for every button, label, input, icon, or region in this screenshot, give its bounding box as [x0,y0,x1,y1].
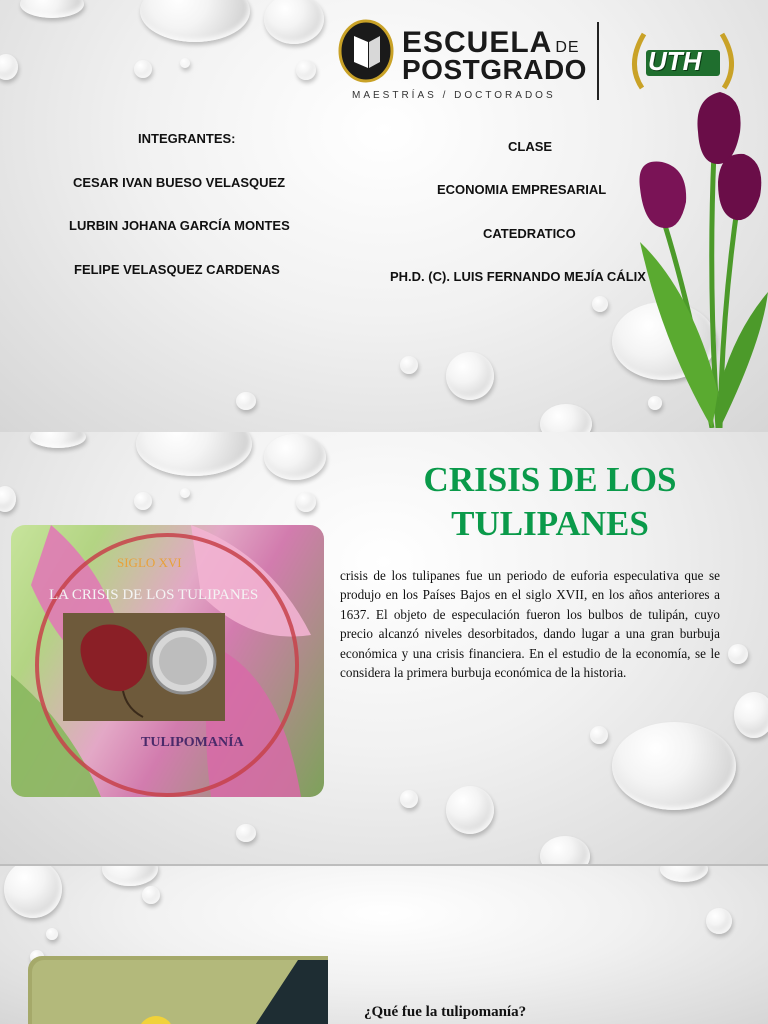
water-drop [46,928,58,940]
water-drop [180,488,190,498]
water-drop [142,886,160,904]
class-name: ECONOMIA EMPRESARIAL [437,182,607,197]
water-drop [4,866,62,918]
coin-photo [63,613,225,721]
member-name: CESAR IVAN BUESO VELASQUEZ [73,175,286,190]
logo-line1: ESCUELA DE [402,26,580,59]
water-drop [236,824,256,842]
teacher-label: CATEDRATICO [483,226,576,241]
water-drop [0,54,18,80]
water-drop [612,722,736,810]
logo-line2: POSTGRADO [402,54,587,85]
water-drop [264,0,324,44]
water-drop [706,908,732,934]
water-drop [134,492,152,510]
flower-and-coin-icon [63,613,225,721]
water-drop [140,0,250,42]
water-drop [660,866,708,882]
escuela-postgrado-logo [338,18,398,89]
logo-tagline: MAESTRÍAS / DOCTORADOS [352,90,556,101]
water-drop [136,432,252,476]
water-drop [296,492,316,512]
water-drop [734,692,768,738]
water-drop [102,866,158,886]
tulip-bouquet-icon [622,92,768,428]
water-drop [264,434,326,480]
crisis-title [380,458,720,546]
tulip-mania-image [11,525,324,797]
water-drop [400,790,418,808]
uth-text: UTH [648,46,702,76]
slide-cover [0,0,768,432]
water-drop [134,60,152,78]
title-line: CRISIS DE LOS [423,460,677,499]
image-caption: TULIPOMANÍA [141,735,244,750]
water-drop [728,644,748,664]
water-drop [180,58,190,68]
century-label: SIGLO XVI [117,555,182,570]
member-name: LURBIN JOHANA GARCÍA MONTES [69,218,290,233]
image-headline: LA CRISIS DE LOS TULIPANES [49,587,259,603]
book-emblem-icon [338,18,398,84]
member-name: FELIPE VELASQUEZ CARDENAS [74,262,280,277]
slide3-question: ¿Qué fue la tulipomanía? [364,1004,527,1020]
logo-divider [597,22,599,100]
slide-tulipomania [0,866,768,1024]
uth-logo [622,24,744,98]
slide3-image [28,956,328,1024]
water-drop [30,432,86,448]
dark-shape-icon [188,956,328,1024]
water-drop [236,392,256,410]
water-drop [592,296,608,312]
title-line: TULIPANES [451,504,649,543]
water-drop [296,60,316,80]
water-drop [590,726,608,744]
water-drop [20,0,84,18]
water-drop [540,836,590,864]
water-drop [0,486,16,512]
water-drop [446,352,494,400]
water-drop [446,786,494,834]
teacher-name: PH.D. (C). LUIS FERNANDO MEJÍA CÁLIX [390,269,646,284]
class-label: CLASE [508,139,553,154]
water-drop [540,404,592,432]
water-drop [400,356,418,374]
crisis-body-text: crisis de los tulipanes fue un periodo de euforia especulativa que se produjo en los Países Bajos en el siglo XVII, en los años anteriores a 1637. El objeto de especulación fueron los bulbos de tulipán, cuyo precio alcanzó niveles desorbitados, dando lugar a una gran burbuja económica y una crisis financiera. En el estudio de la economía, se le considera la primera burbuja económica de la historia. [340,568,720,681]
integrantes-heading: INTEGRANTES: [138,131,236,146]
